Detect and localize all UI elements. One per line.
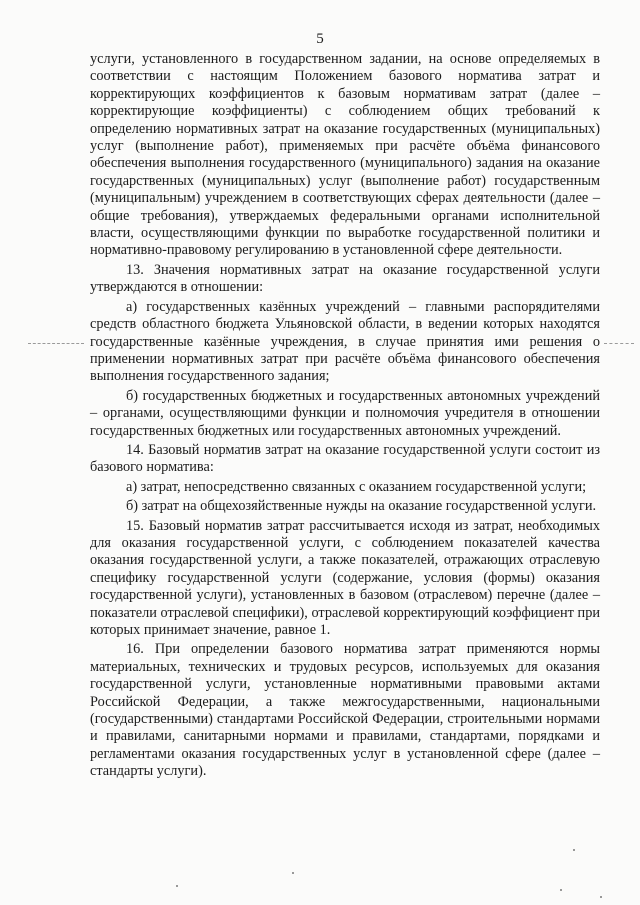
scan-speck xyxy=(176,885,178,887)
paragraph-13-b: б) государственных бюджетных и государственных автономных учреждений – органами, осуществляющими функции и полномочия учредителя в отношении государственных бюджетных или государственных автономных учреждений. xyxy=(90,387,600,439)
paragraph-14: 14. Базовый норматив затрат на оказание государственной услуги состоит из базового норматива: xyxy=(90,441,600,476)
document-body xyxy=(90,51,600,783)
page-number: 5 xyxy=(316,31,324,47)
paragraph-16: 16. При определении базового норматива затрат применяются нормы материальных, технических и трудовых ресурсов, используемых для оказания государственной услуги, установленные нормативными правовыми актами Российской Федерации, а также межгосударственными, национальными (государственными) стандартами Российской Федерации, строительными нормами и правилами, санитарными нормами и правилами, стандартами, порядками и регламентами оказания государственных услуг в установленной сфере (далее – стандарты услуги). xyxy=(90,641,600,780)
paragraph-14-a: а) затрат, непосредственно связанных с оказанием государственной услуги; xyxy=(126,478,587,495)
paragraph-13-a: а) государственных казённых учреждений – главными распорядителями средств областного бюджета Ульяновской области, в ведении которых находятся государственные казённые учреждения, в случае принятия ими решения о применении нормативных затрат при расчёте объёма финансового обеспечения выполнения государственного задания; xyxy=(90,298,600,385)
scan-fold-line-right xyxy=(604,343,634,345)
paragraph-12-continuation: услуги, установленного в государственном задании, на основе определяемых в соответствии с настоящим Положением базового норматива затрат и корректирующих коэффициентов к базовым нормативам затрат (далее – корректирующие коэффициенты) с соблюдением общих требований к определению нормативных затрат на оказание государственных (муниципальных) услуг (выполнение работ), применяемых при расчёте объёма финансового обеспечения выполнения государственного (муниципального) задания на оказание государственных (муниципальных) услуг (выполнение работ) государственным (муниципальным) учреждением в соответствующих сферах деятельности (далее – общие требования), утверждаемых федеральными органами исполнительной власти, осуществляющими функции по выработке государственной политики и нормативно-правовому регулированию в установленной сфере деятельности. xyxy=(90,51,600,259)
scan-speck xyxy=(600,896,602,898)
scan-speck xyxy=(560,889,562,891)
scan-speck xyxy=(573,849,575,851)
scan-fold-line-left xyxy=(28,343,84,345)
paragraph-14-b: б) затрат на общехозяйственные нужды на оказание государственной услуги. xyxy=(126,498,597,515)
paragraph-13: 13. Значения нормативных затрат на оказание государственной услуги утверждаются в отношении: xyxy=(90,261,600,296)
paragraph-15: 15. Базовый норматив затрат рассчитывается исходя из затрат, необходимых для оказания государственной услуги, с соблюдением показателей качества оказания государственной услуги, а также показателей, отражающих отраслевую специфику государственной услуги (содержание, условия (формы) оказания государственной услуги), установленных в базовом (отраслевом) перечне (далее – показатели отраслевой специфики), отраслевой корректирующий коэффициент при которых принимает значение, равное 1. xyxy=(90,517,600,638)
scan-speck xyxy=(292,872,294,874)
